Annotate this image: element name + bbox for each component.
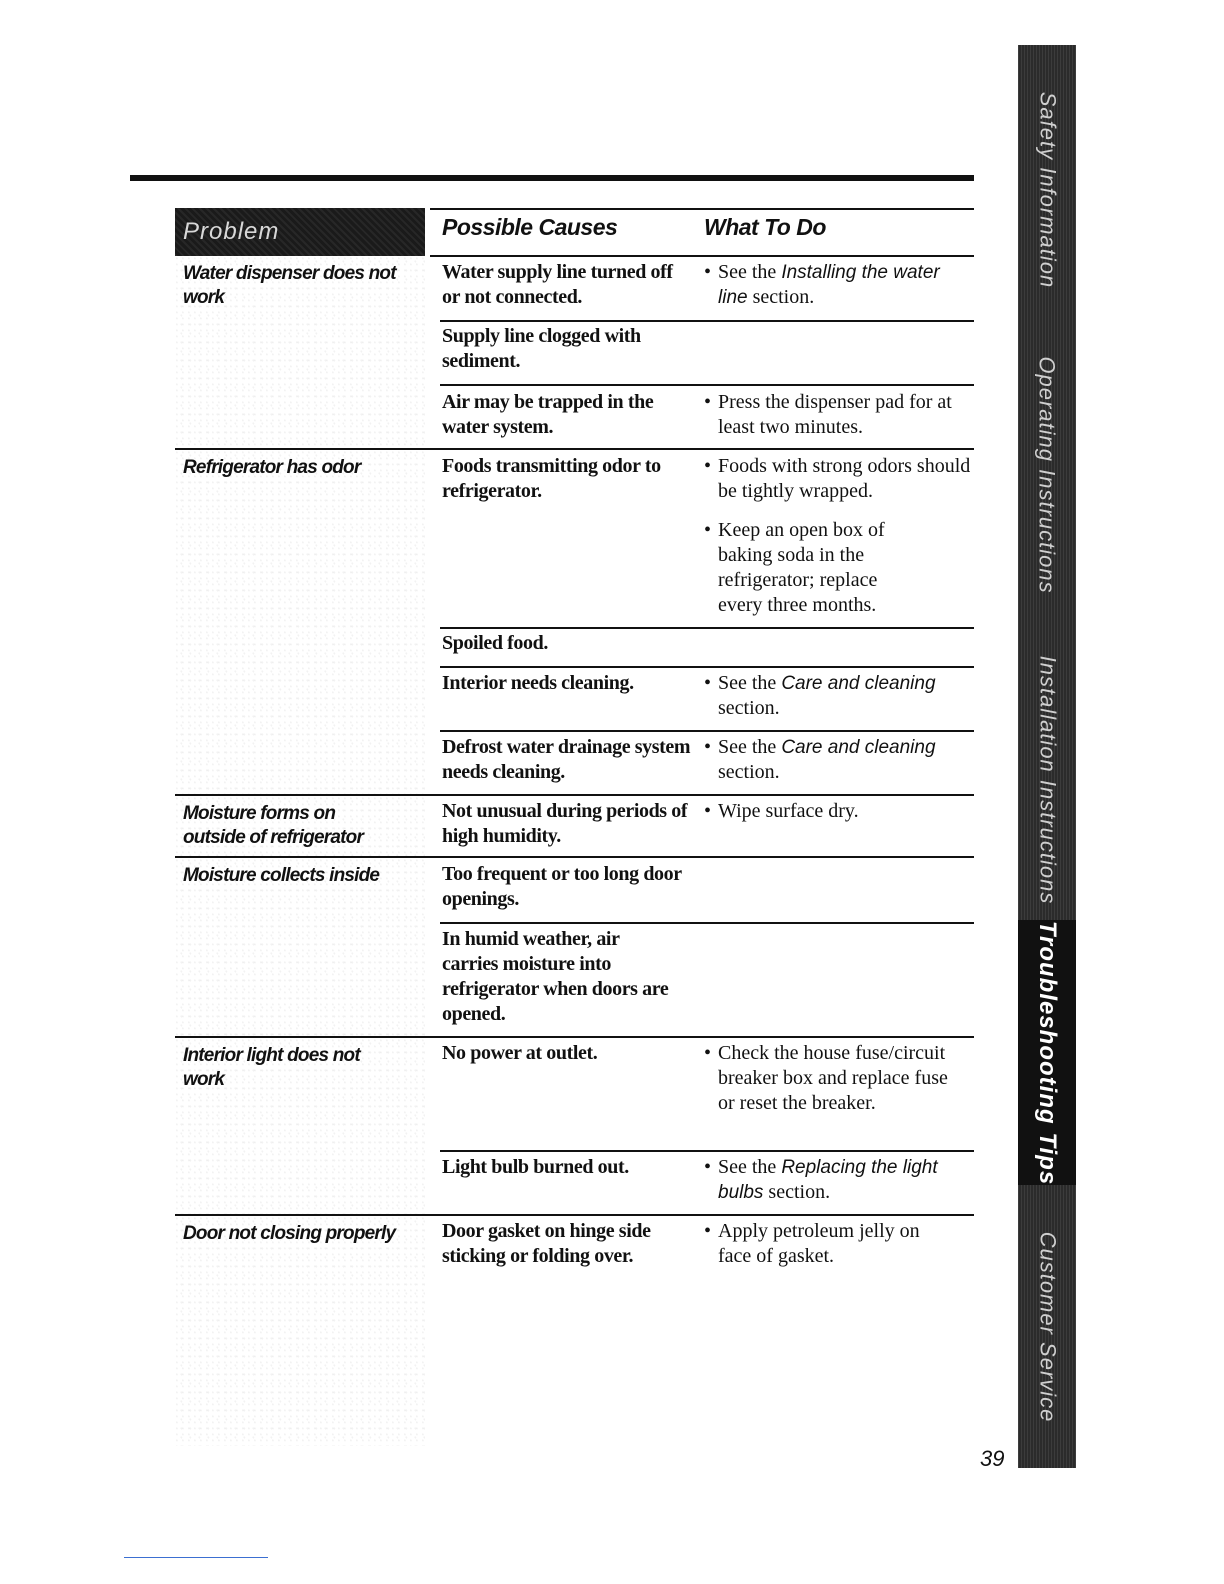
problem-block — [175, 858, 425, 1036]
cause-text: Interior needs cleaning. — [442, 672, 634, 694]
footer-rule — [124, 1557, 268, 1558]
problem-title: Interior light does not work — [183, 1045, 360, 1090]
row-divider — [440, 627, 974, 629]
row-divider — [440, 384, 974, 386]
section-divider — [175, 1214, 974, 1216]
todo-column-header: What To Do — [704, 214, 826, 240]
tab-customer-service[interactable]: Customer Service — [1035, 1231, 1060, 1422]
bullet: • — [704, 800, 712, 822]
todo-item: • Wipe surface dry. — [704, 800, 859, 822]
section-reference: Care and cleaning — [781, 673, 936, 694]
row-divider — [440, 320, 974, 322]
cause-text: Too frequent or too long door openings. — [442, 863, 682, 910]
tab-troubleshooting-tips[interactable]: Troubleshooting Tips — [1018, 920, 1076, 1185]
todo-item: • See the Care and cleaning section. — [704, 736, 936, 783]
section-divider — [175, 1036, 974, 1038]
todo-item: • See the Replacing the light bulbs section. — [704, 1156, 938, 1203]
todo-item: • Apply petroleum jelly on face of gasket. — [704, 1220, 920, 1267]
top-rule — [130, 175, 974, 181]
problem-title: Water dispenser does not work — [183, 263, 396, 308]
bullet: • — [704, 1156, 712, 1178]
cause-text: No power at outlet. — [442, 1042, 598, 1064]
todo-item: • See the Installing the water line section. — [704, 261, 940, 308]
cause-text: Defrost water drainage system needs cleaning. — [442, 736, 691, 783]
problem-block — [175, 1038, 425, 1214]
section-reference: Replacing the light bulbs — [718, 1157, 938, 1203]
problem-title: Moisture collects inside — [183, 865, 380, 886]
tab-safety-information[interactable]: Safety Information — [1035, 91, 1061, 289]
problem-block — [175, 256, 425, 448]
row-divider — [440, 730, 974, 732]
section-reference: Installing the water line — [718, 262, 940, 308]
section-divider — [175, 448, 974, 450]
bullet: • — [704, 261, 712, 283]
causes-column-header: Possible Causes — [442, 214, 618, 240]
tab-installation-instructions[interactable]: Installation Instructions — [1035, 655, 1060, 905]
bullet: • — [704, 736, 712, 758]
tab-operating-instructions[interactable]: Operating Instructions — [1035, 356, 1061, 594]
problem-block — [175, 796, 425, 856]
cause-text: In humid weather, air carries moisture into refrigerator when doors are opened. — [442, 928, 669, 1025]
cause-text: Door gasket on hinge side sticking or folding over. — [442, 1220, 651, 1267]
bullet: • — [704, 519, 712, 541]
todo-item: • Press the dispenser pad for at least two minutes. — [704, 391, 952, 438]
section-divider — [175, 794, 974, 796]
cause-text: Foods transmitting odor to refrigerator. — [442, 455, 661, 502]
todo-item: • Keep an open box of baking soda in the refrigerator; replace every three months. — [704, 519, 885, 616]
row-divider — [440, 666, 974, 668]
todo-item: • See the Care and cleaning section. — [704, 672, 936, 719]
section-reference: Care and cleaning — [781, 737, 936, 758]
section-divider — [175, 856, 974, 858]
bullet: • — [704, 672, 712, 694]
cause-text: Spoiled food. — [442, 632, 548, 654]
bullet: • — [704, 455, 712, 477]
problem-title: Door not closing properly — [183, 1223, 396, 1244]
todo-item: • Check the house fuse/circuit breaker box and replace fuse or reset the breaker. — [704, 1042, 948, 1114]
bullet: • — [704, 1042, 712, 1064]
problem-block — [175, 1216, 425, 1446]
bullet: • — [704, 1220, 712, 1242]
problem-title: Refrigerator has odor — [183, 457, 361, 478]
header-bottom-rule — [430, 255, 974, 257]
header-top-rule — [430, 208, 974, 210]
bullet: • — [704, 391, 712, 413]
section-tabs — [1018, 45, 1076, 1468]
cause-text: Air may be trapped in the water system. — [442, 391, 654, 438]
cause-text: Light bulb burned out. — [442, 1156, 629, 1178]
todo-item: • Foods with strong odors should be tightly wrapped. — [704, 455, 971, 502]
problem-column-header: Problem — [175, 208, 425, 256]
cause-text: Water supply line turned off or not connected. — [442, 261, 673, 308]
row-divider — [440, 1150, 974, 1152]
row-divider — [440, 922, 974, 924]
page-number: 39 — [980, 1446, 1005, 1471]
cause-text: Supply line clogged with sediment. — [442, 325, 641, 372]
cause-text: Not unusual during periods of high humidity. — [442, 800, 688, 847]
problem-block — [175, 450, 425, 794]
problem-title: Moisture forms on outside of refrigerator — [183, 803, 364, 848]
